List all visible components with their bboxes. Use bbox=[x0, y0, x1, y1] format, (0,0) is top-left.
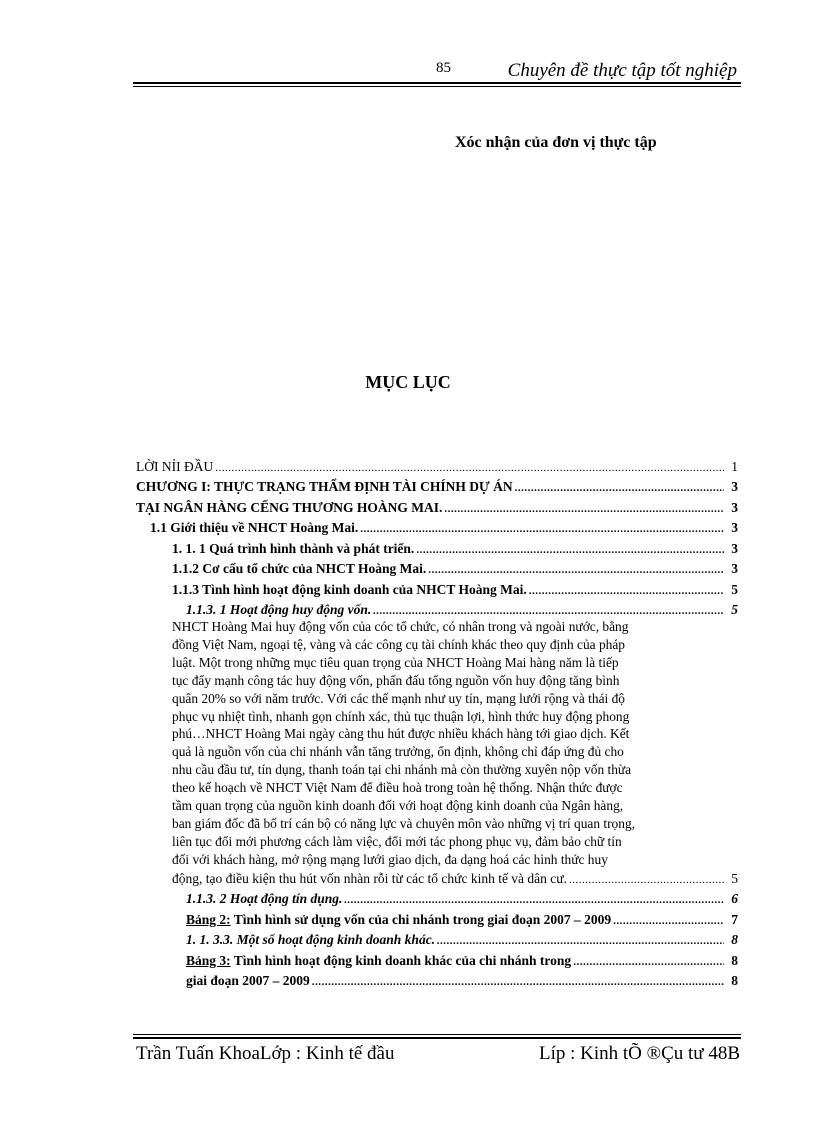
paragraph-line: ban giám đốc đã bố trí cán bộ có năng lực và chuyên môn vào những vị trí quan trọng, bbox=[172, 815, 635, 831]
page-number: 85 bbox=[436, 60, 451, 76]
toc-entry-label: 1.1.3. 1 Hoạt động huy động vốn. bbox=[186, 602, 372, 617]
toc-entry[interactable] bbox=[136, 454, 738, 475]
paragraph-line: quân 20% so với năm trước. Với các thế mạnh như uy tín, mạng lưới rộng và thái độ bbox=[172, 690, 625, 706]
toc-entry[interactable] bbox=[136, 516, 738, 537]
toc-entry[interactable] bbox=[136, 928, 738, 949]
toc-entry-label: 1. 1. 1 Quá trình hình thành và phát triển. bbox=[172, 540, 415, 556]
paragraph-line: quả là nguồn vốn của chi nhánh vẫn tăng trưởng, ổn định, không chỉ đáp ứng đủ cho bbox=[172, 744, 624, 760]
toc-entry-label: TẠI NGÂN HÀNG CẾNG THƯƠNG HOÀNG MAI. bbox=[136, 499, 443, 515]
paragraph-line: tục đẩy mạnh công tác huy động vốn, phấn đấu tổng nguồn vốn huy động tăng bình bbox=[172, 672, 620, 688]
paragraph-line: NHCT Hoàng Mai huy động vốn của cóc tổ chức, có nhân trong và ngoài nước, bằng bbox=[172, 619, 629, 634]
toc-entry-label: 1.1 Giới thiệu về NHCT Hoàng Mai. bbox=[150, 520, 359, 535]
paragraph-line: phú…NHCT Hoàng Mai ngày càng thu hút được nhiều khách hàng tới giao dịch. Kết bbox=[172, 726, 630, 742]
toc-title: MỤC LỤC bbox=[365, 372, 451, 392]
header-rule-thin bbox=[133, 86, 741, 87]
toc-entry[interactable] bbox=[136, 907, 738, 928]
toc-entry-label: Tình hình hoạt động kinh doanh khác của chi nhánh trong bbox=[230, 952, 572, 968]
table-ref: Bảng 3: bbox=[186, 952, 231, 968]
toc-entry[interactable] bbox=[136, 475, 738, 496]
toc-entry-page: 5 bbox=[731, 581, 738, 597]
toc-entry-label: 1.1.3. 2 Hoạt động tín dụng. bbox=[186, 891, 343, 907]
toc-entry-page: 3 bbox=[731, 499, 738, 515]
header-title: Chuyên đề thực tập tốt nghiệp bbox=[507, 60, 737, 81]
toc-entry[interactable] bbox=[136, 495, 738, 516]
toc-entry-label: 1. 1. 3.3. Một số hoạt động kinh doanh khác. bbox=[186, 932, 436, 948]
toc-entry-page: 5 bbox=[731, 870, 738, 886]
toc-entry[interactable] bbox=[136, 598, 738, 619]
paragraph-line: theo kế hoạch về NHCT Việt Nam để điều hoà trong toàn hệ thống. Nhận thức được bbox=[172, 780, 623, 796]
toc-entry-page: 1 bbox=[731, 458, 738, 474]
toc-entry-page: 7 bbox=[731, 911, 738, 927]
footer-class: Líp : Kinh tÕ ®Çu tư 48B bbox=[538, 1043, 740, 1064]
paragraph-line: luật. Một trong những mục tiêu quan trọng của NHCT Hoàng Mai hàng năm là tiếp bbox=[172, 654, 619, 670]
page-header bbox=[133, 56, 741, 82]
footer-rule-thin bbox=[133, 1034, 741, 1035]
toc-entry-page: 8 bbox=[731, 932, 738, 948]
toc-entry-label: Tình hình sử dụng vốn của chi nhánh trong giai đoạn 2007 – 2009 bbox=[230, 911, 612, 927]
toc-entry-label: LỜI NỈI ĐẦU bbox=[136, 458, 214, 474]
toc-entry-label: 1.1.3 Tình hình hoạt động kinh doanh của NHCT Hoàng Mai. bbox=[172, 581, 527, 597]
paragraph-line: tầm quan trọng của nguồn kinh doanh đối với hoạt động kinh doanh của Ngân hàng, bbox=[172, 798, 624, 814]
toc-entry-label: động, tạo điều kiện thu hút vốn nhàn rỗi từ các tổ chức kinh tế và dân cư. bbox=[172, 870, 567, 886]
toc-entry-page: 3 bbox=[731, 561, 738, 576]
toc-entry-page: 3 bbox=[731, 540, 738, 556]
paragraph-line: đồng Việt Nam, ngoại tệ, vàng và các công cụ tài chính khác theo quy định của pháp bbox=[172, 636, 625, 652]
table-of-contents bbox=[136, 454, 738, 989]
toc-entry[interactable] bbox=[136, 577, 738, 598]
toc-paragraph bbox=[172, 618, 738, 869]
toc-entry[interactable] bbox=[172, 869, 738, 887]
toc-entry[interactable] bbox=[136, 948, 738, 969]
header-rule bbox=[133, 82, 741, 84]
toc-entry[interactable] bbox=[136, 536, 738, 557]
toc-entry-page: 5 bbox=[731, 602, 738, 617]
footer-rule bbox=[133, 1037, 741, 1039]
toc-entry[interactable] bbox=[136, 557, 738, 578]
toc-entry-label: giai đoạn 2007 – 2009 bbox=[186, 973, 310, 989]
toc-entry-page: 3 bbox=[731, 479, 738, 494]
confirmation-heading: Xóc nhận của đơn vị thực tập bbox=[455, 134, 657, 151]
footer-author: Trần Tuấn KhoaLớp : Kinh tế đầu bbox=[136, 1043, 395, 1064]
toc-entry-page: 8 bbox=[731, 952, 738, 968]
paragraph-line: liên tục đổi mới phương cách làm việc, đổi mới tác phong phục vụ, đảm bảo chữ tín bbox=[172, 833, 622, 849]
toc-entry-page: 8 bbox=[731, 973, 738, 989]
toc-entry[interactable] bbox=[136, 887, 738, 908]
paragraph-line: nhu cầu đầu tư, tín dụng, thanh toán tại chi nhánh mà còn thường xuyên nộp vốn thừa bbox=[172, 762, 632, 778]
toc-entry-page: 6 bbox=[731, 891, 738, 907]
toc-entry-label: 1.1.2 Cơ cấu tổ chức của NHCT Hoàng Mai. bbox=[172, 561, 427, 576]
toc-entry-page: 3 bbox=[731, 520, 738, 535]
toc-entry[interactable] bbox=[136, 969, 738, 990]
paragraph-line: đối với khách hàng, mở rộng mạng lưới giao dịch, đa dạng hoá các hình thức huy bbox=[172, 851, 608, 867]
toc-entry-label: CHƯƠNG I: THỰC TRẠNG THẨM ĐỊNH TÀI CHÍNH DỰ ÁN bbox=[136, 479, 513, 494]
paragraph-line: phục vụ nhiệt tình, nhanh gọn chính xác, thủ tục thuận lợi, hình thức huy động phong bbox=[172, 708, 630, 724]
table-ref: Bảng 2: bbox=[186, 911, 231, 927]
